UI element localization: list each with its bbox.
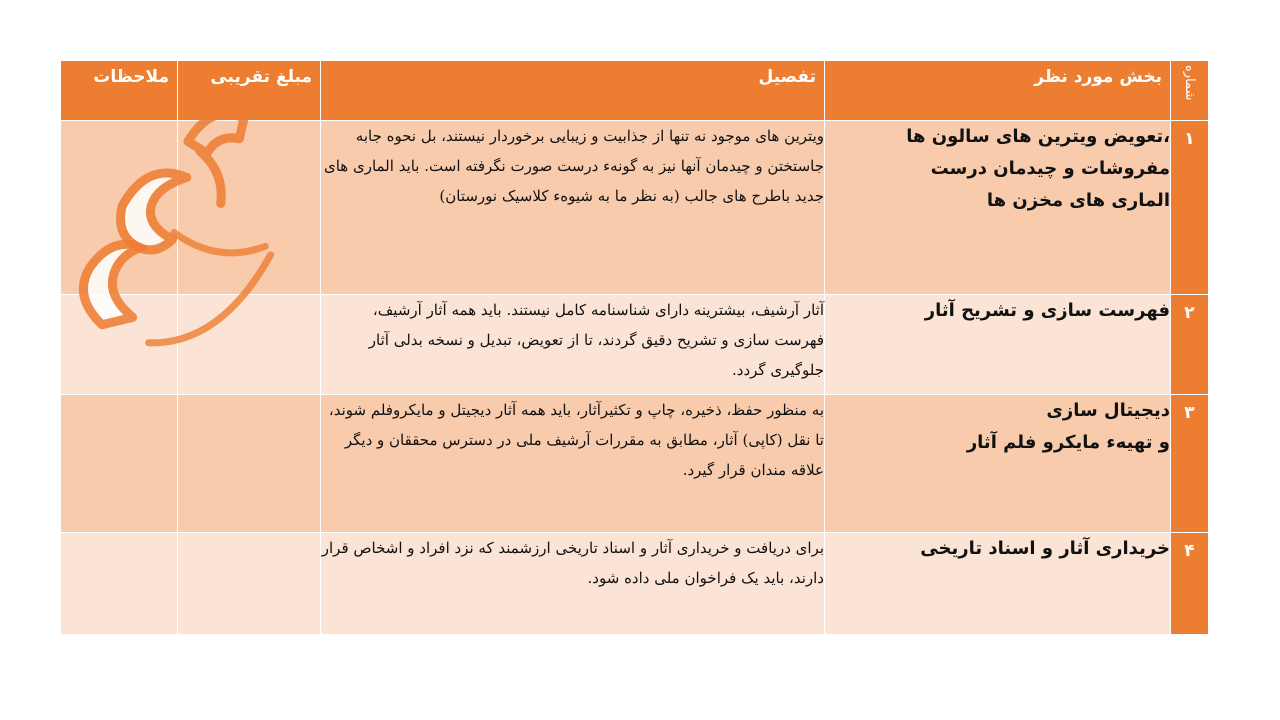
cell-number: ۲ — [1171, 295, 1209, 395]
cell-number: ۴ — [1171, 533, 1209, 635]
header-section: بخش مورد نظر — [825, 61, 1171, 121]
cell-notes — [61, 533, 178, 635]
cell-detail: آثار آرشیف، بیشترینه دارای شناسنامه کامل نیستند. باید همه آثار آرشیف، فهرست سازی و تشریح دقیق گردند، تا از تعویض، تبدیل و نسخه بدلی آثار جلوگیری گردد. — [321, 295, 825, 395]
cell-number: ۱ — [1171, 121, 1209, 295]
header-cost: مبلغ تقریبی — [178, 61, 321, 121]
cell-section: تعویض ویترین های سالون ها، مفروشات و چیدمان درست الماری های مخزن ها — [825, 121, 1171, 295]
cell-detail: برای دریافت و خریداری آثار و اسناد تاریخی ارزشمند که نزد افراد و اشخاص قرار دارند، باید یک فراخوان ملی داده شود. — [321, 533, 825, 635]
cell-cost — [178, 121, 321, 295]
cell-cost — [178, 395, 321, 533]
cell-cost — [178, 295, 321, 395]
cell-notes — [61, 295, 178, 395]
header-detail: تفصیل — [321, 61, 825, 121]
header-number — [1171, 61, 1209, 121]
cell-notes — [61, 395, 178, 533]
cell-cost — [178, 533, 321, 635]
cell-detail: به منظور حفظ، ذخیره، چاپ و تکثیرآثار، باید همه آثار دیجیتل و مایکروفلم شوند، تا نقل (کاپی) آثار، مطابق به مقررات آرشیف ملی در دسترس محققان و دیگر علاقه مندان قرار گیرد. — [321, 395, 825, 533]
cell-section: خریداری آثار و اسناد تاریخی — [825, 533, 1171, 635]
table-row — [61, 295, 1209, 395]
table-row — [61, 533, 1209, 635]
table-row — [61, 121, 1209, 295]
cell-section: فهرست سازی و تشریح آثار — [825, 295, 1171, 395]
cell-notes — [61, 121, 178, 295]
table-row — [61, 395, 1209, 533]
plan-table — [60, 60, 1209, 635]
cell-detail: ویترین های موجود نه تنها از جذابیت و زیبایی برخوردار نیستند، بل نحوه جابه جاستختن و چیدمان آنها نیز به گونهء درست صورت نگرفته است. باید الماری های جدید باطرح های جالب (به نظر ما به شیوهء کلاسیک نورستان) — [321, 121, 825, 295]
header-number-label: شماره — [1182, 65, 1197, 101]
cell-section: دیجیتال سازی و تهیهء مایکرو فلم آثار — [825, 395, 1171, 533]
table-header-row — [61, 61, 1209, 121]
cell-number: ۳ — [1171, 395, 1209, 533]
header-notes: ملاحظات — [61, 61, 178, 121]
